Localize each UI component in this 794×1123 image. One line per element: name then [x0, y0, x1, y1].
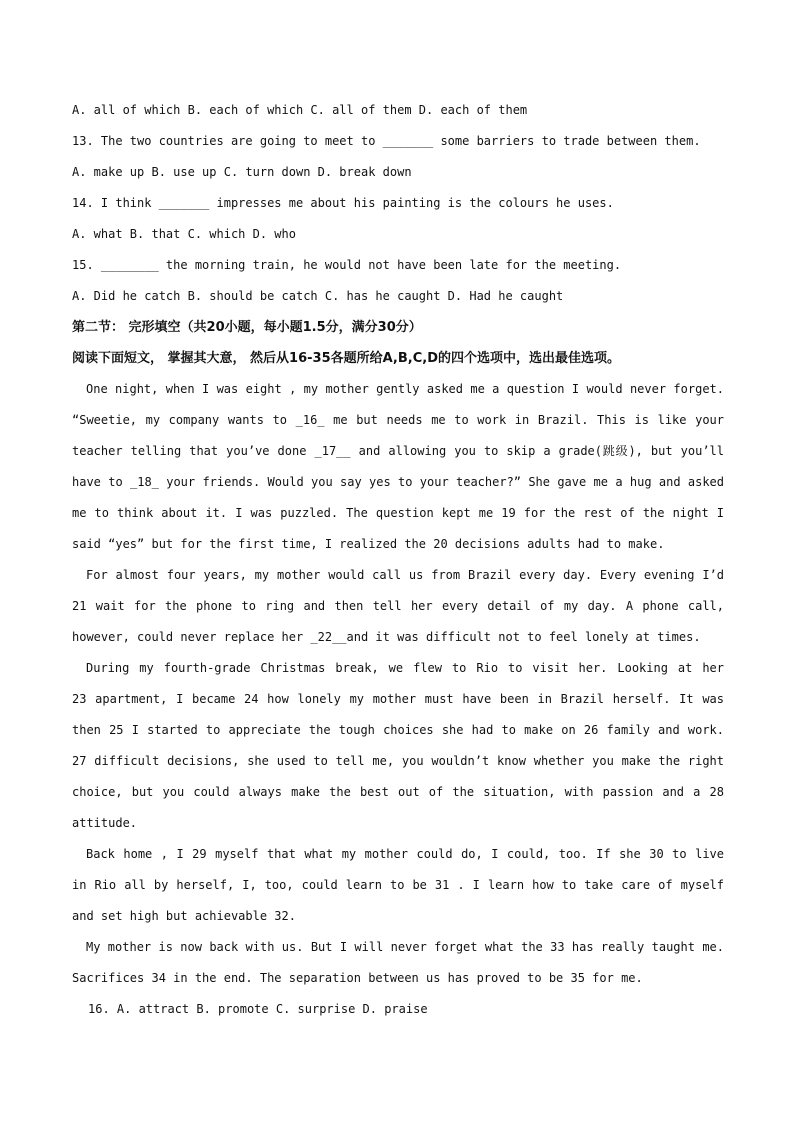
- passage-line: 27 difficult decisions, she used to tell me, you wouldn’t know whether you make the right: [72, 754, 724, 768]
- q12-options: A. all of which B. each of which C. all of them D. each of them: [72, 103, 528, 117]
- section-title: 第二节： 完形填空（共20小题，每小题1.5分，满分30分）: [72, 320, 422, 335]
- cloze-passage: [72, 374, 724, 994]
- passage-line: and set high but achievable 32.: [72, 909, 296, 923]
- q13-stem: 13. The two countries are going to meet to _______ some barriers to trade between them.: [72, 134, 701, 148]
- q15-stem: 15. ________ the morning train, he would not have been late for the meeting.: [72, 258, 622, 272]
- passage-line: attitude.: [72, 816, 138, 830]
- passage-line: My mother is now back with us. But I will never forget what the 33 has really taught me.: [86, 940, 724, 954]
- passage-line: teacher telling that you’ve done _17__ and allowing you to skip a grade(跳级), but you’ll: [72, 444, 724, 458]
- passage-line: me to think about it. I was puzzled. The question kept me 19 for the rest of the night I: [72, 506, 724, 520]
- passage-line: 23 apartment, I became 24 how lonely my mother must have been in Brazil herself. It was: [72, 692, 724, 706]
- q14-stem: 14. I think _______ impresses me about his painting is the colours he uses.: [72, 196, 614, 210]
- passage-line: 21 wait for the phone to ring and then tell her every detail of my day. A phone call,: [72, 599, 724, 613]
- passage-line: Sacrifices 34 in the end. The separation between us has proved to be 35 for me.: [72, 971, 643, 985]
- exam-page: [72, 95, 724, 1025]
- passage-line: said “yes” but for the first time, I realized the 20 decisions adults had to make.: [72, 537, 665, 551]
- passage-line: then 25 I started to appreciate the tough choices she had to make on 26 family and work.: [72, 723, 724, 737]
- passage-line: in Rio all by herself, I, too, could learn to be 31 . I learn how to take care of myself: [72, 878, 724, 892]
- passage-line: For almost four years, my mother would call us from Brazil every day. Every evening I’d: [86, 568, 724, 582]
- passage-line: however, could never replace her _22__and it was difficult not to feel lonely at times.: [72, 630, 701, 644]
- q14-options: A. what B. that C. which D. who: [72, 227, 296, 241]
- q13-options: A. make up B. use up C. turn down D. break down: [72, 165, 412, 179]
- passage-line: choice, but you could always make the best out of the situation, with passion and a 28: [72, 785, 724, 799]
- q16-options: 16. A. attract B. promote C. surprise D. praise: [88, 1002, 428, 1016]
- q15-options: A. Did he catch B. should be catch C. has he caught D. Had he caught: [72, 289, 564, 303]
- section-instruction: 阅读下面短文， 掌握其大意， 然后从16-35各题所给A,B,C,D的四个选项中，选出最佳选项。: [72, 351, 620, 366]
- passage-line: have to _18_ your friends. Would you say yes to your teacher?” She gave me a hug and asked: [72, 475, 724, 489]
- passage-line: “Sweetie, my company wants to _16_ me but needs me to work in Brazil. This is like your: [72, 413, 724, 427]
- passage-line: One night, when I was eight , my mother gently asked me a question I would never forget.: [86, 382, 724, 396]
- passage-line: Back home , I 29 myself that what my mother could do, I could, too. If she 30 to live: [86, 847, 724, 861]
- passage-line: During my fourth-grade Christmas break, we flew to Rio to visit her. Looking at her: [86, 661, 724, 675]
